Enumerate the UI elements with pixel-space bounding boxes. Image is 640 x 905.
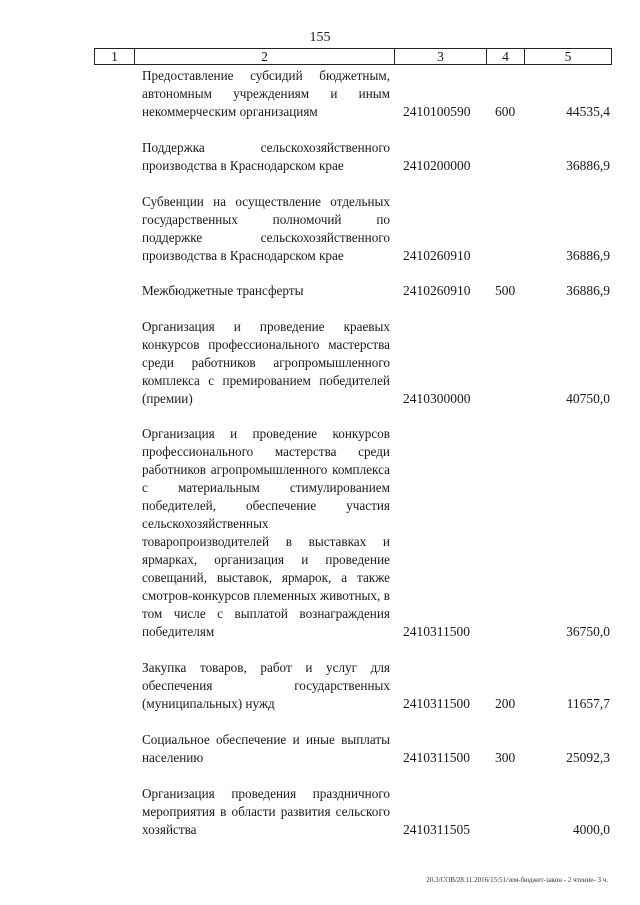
row-expense-type: 600 <box>495 104 516 119</box>
row-description: Организация проведения праздничного мероприятия в области развития сельского хозяйства <box>142 786 390 837</box>
row-amount: 36886,9 <box>566 283 610 298</box>
page-number: 155 <box>309 30 331 45</box>
row-code: 2410200000 <box>403 158 471 173</box>
row-amount: 44535,4 <box>566 104 610 119</box>
row-description: Организация и проведение краевых конкурсов профессионального мастерства среди работников агропромышленного комплекса с премированием победителей (премии) <box>142 319 390 406</box>
row-expense-type: 500 <box>495 283 516 298</box>
header-col-1: 1 <box>95 49 135 64</box>
document-footer: 20.3/СОВ/28.11.2016/15:51/зем-бюджет-закон - 2 чтение- 3 ч. <box>426 876 608 884</box>
row-description: Поддержка сельскохозяйственного производства в Краснодарском крае <box>142 140 390 173</box>
row-code: 2410300000 <box>403 391 471 406</box>
row-amount: 4000,0 <box>572 822 610 837</box>
row-code: 2410311500 <box>403 750 470 765</box>
row-amount: 36886,9 <box>566 158 610 173</box>
row-description: Закупка товаров, работ и услуг для обеспечения государственных (муниципальных) нужд <box>142 660 390 711</box>
row-code: 2410260910 <box>403 283 471 298</box>
header-col-3: 3 <box>395 49 487 64</box>
header-col-5: 5 <box>564 49 572 64</box>
row-amount: 40750,0 <box>566 391 610 406</box>
table-header <box>94 48 612 65</box>
row-description: Социальное обеспечение и иные выплаты населению <box>142 732 390 765</box>
row-description: Предоставление субсидий бюджетным, автономным учреждениям и иным некоммерческим организациям <box>142 68 390 119</box>
row-amount: 36750,0 <box>566 624 610 639</box>
header-col-2: 2 <box>135 49 395 64</box>
row-description: Организация и проведение конкурсов профессионального мастерства среди работников агропромышленного комплекса с материальным стимулированием победителей, обеспечение участия сельскохозяйственных товаропроизводителей в выставках и ярмарках, организация и проведение совещаний, выставок, ярмарок, а также смотров-конкурсов племенных животных, в том числе с выплатой вознаграждения победителям <box>142 426 390 639</box>
header-col-4: 4 <box>487 49 525 64</box>
row-code: 2410100590 <box>403 104 471 119</box>
row-expense-type: 300 <box>495 750 516 765</box>
row-expense-type: 200 <box>495 696 516 711</box>
row-description: Межбюджетные трансферты <box>142 283 304 298</box>
row-code: 2410311500 <box>403 624 470 639</box>
row-amount: 11657,7 <box>566 696 610 711</box>
row-code: 2410260910 <box>403 248 471 263</box>
row-code: 2410311500 <box>403 696 470 711</box>
row-amount: 25092,3 <box>566 750 610 765</box>
row-amount: 36886,9 <box>566 248 610 263</box>
row-code: 2410311505 <box>403 822 470 837</box>
row-description: Субвенции на осуществление отдельных государственных полномочий по поддержке сельскохозяйственного производства в Краснодарском крае <box>142 194 390 263</box>
